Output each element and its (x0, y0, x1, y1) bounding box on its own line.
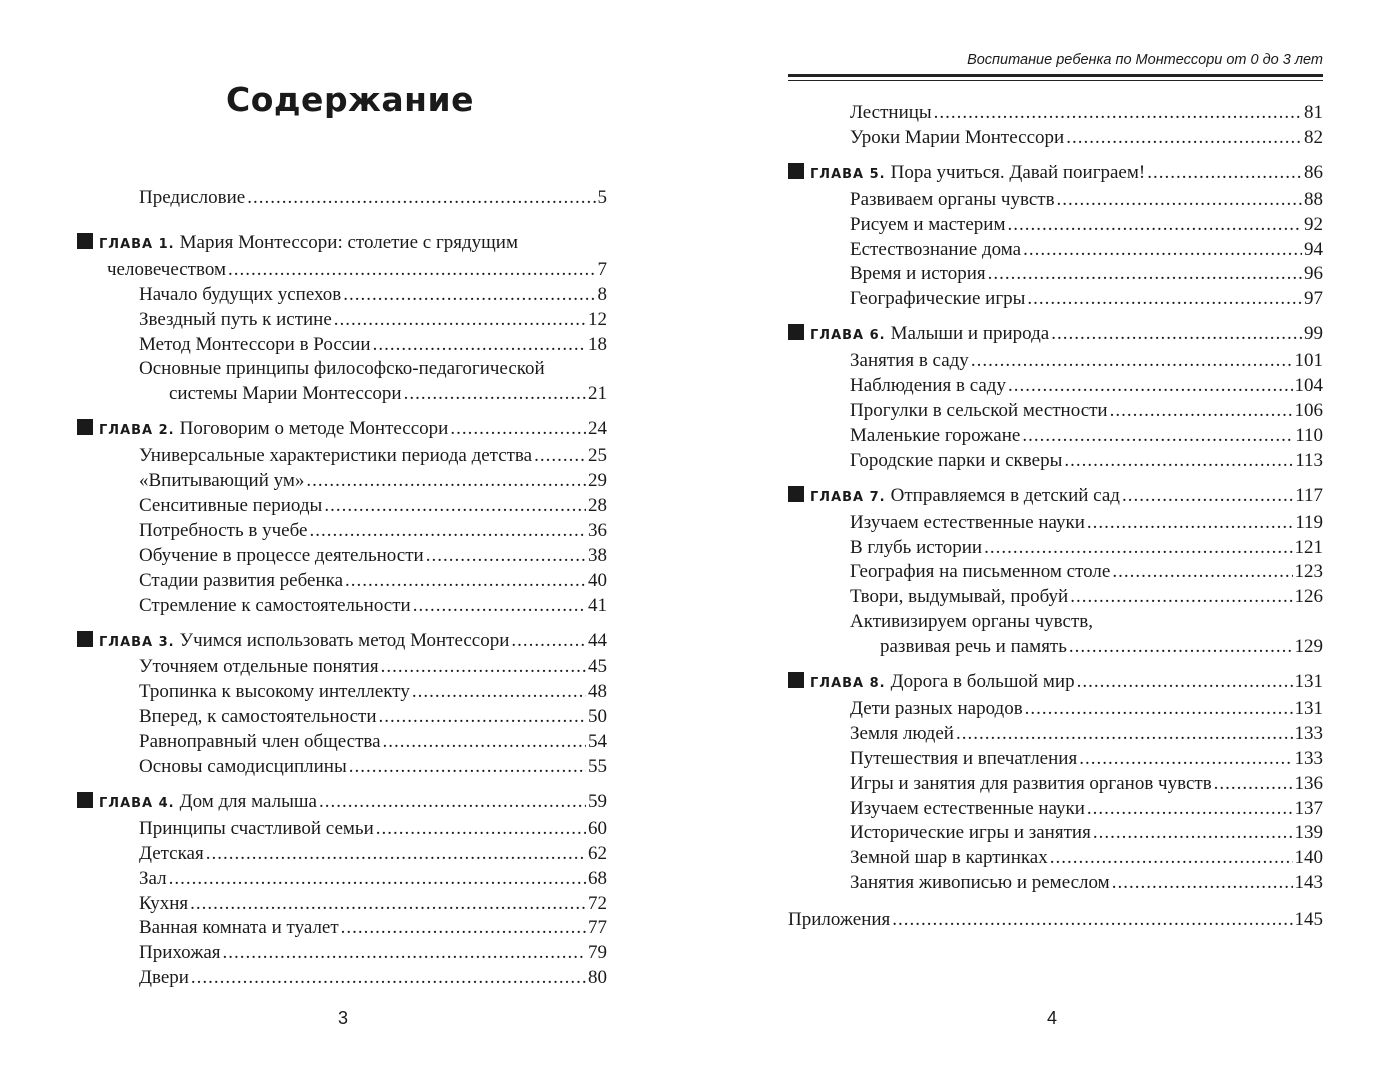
dot-leader (345, 569, 586, 594)
toc-section-entry[interactable] (77, 283, 607, 308)
toc-page-number: 119 (1295, 511, 1323, 533)
dot-leader (381, 655, 586, 680)
dot-leader (1087, 511, 1293, 536)
dot-leader (228, 258, 596, 283)
dot-leader (1112, 871, 1293, 896)
toc-page-number: 12 (588, 308, 607, 330)
section-gap (77, 221, 607, 231)
toc-entry-title: Время и история (850, 263, 986, 285)
chapter-label: ГЛАВА 3. (99, 634, 175, 650)
section-gap (77, 211, 607, 221)
toc-chapter[interactable] (77, 417, 607, 444)
toc-section-entry[interactable] (788, 610, 1323, 660)
toc-section-entry[interactable] (77, 594, 607, 619)
toc-chapter[interactable] (788, 670, 1323, 697)
toc-page-number: 101 (1294, 350, 1323, 372)
toc-entry-title: Стадии развития ребенка (139, 569, 344, 591)
toc-section-entry[interactable] (77, 655, 607, 680)
toc-entry-title: Основные принципы философско-педагогической (139, 358, 545, 380)
toc-section-entry[interactable] (788, 697, 1323, 722)
chapter-square-icon (77, 233, 93, 249)
toc-chapter-heading (77, 629, 607, 656)
dot-leader (324, 494, 586, 519)
toc-section-entry[interactable] (77, 867, 607, 892)
toc-chapter[interactable] (788, 322, 1323, 349)
dot-leader (379, 705, 587, 730)
toc-entry-title: Детская (139, 842, 204, 864)
dot-leader (223, 941, 587, 966)
toc-section-entry[interactable] (77, 842, 607, 867)
dot-leader (343, 283, 595, 308)
toc-entry-title: Дети разных народов (850, 697, 1023, 719)
dot-leader (1007, 213, 1302, 238)
toc-page-number: 106 (1294, 399, 1323, 421)
chapter-label: ГЛАВА 7. (810, 489, 886, 505)
toc-page-number: 7 (597, 258, 607, 280)
toc-chapter-heading (788, 161, 1323, 188)
toc-chapter-heading (788, 484, 1323, 511)
dot-leader (1079, 747, 1292, 772)
toc-page-number: 45 (588, 656, 607, 678)
dot-leader (934, 101, 1302, 126)
toc-section-entry[interactable] (788, 846, 1323, 871)
section-gap (788, 660, 1323, 670)
toc-section-continuation (788, 635, 1323, 660)
toc-entry-title: Отправляемся в детский сад (890, 484, 1120, 506)
toc-section-continuation (77, 382, 607, 407)
dot-leader (349, 755, 586, 780)
toc-section-entry[interactable] (77, 544, 607, 569)
dot-leader (1122, 484, 1293, 509)
toc-entry-title: Прихожая (139, 942, 221, 964)
toc-page-number: 117 (1295, 484, 1323, 506)
dot-leader (334, 308, 586, 333)
page-title: Содержание (226, 80, 474, 119)
dot-leader (1214, 772, 1293, 797)
toc-page-number: 29 (588, 470, 607, 492)
toc-page-number: 99 (1304, 323, 1323, 345)
toc-entry-title: Вперед, к самостоятельности (139, 706, 377, 728)
toc-section-entry[interactable] (788, 560, 1323, 585)
toc-entry-title: Звездный путь к истине (139, 308, 332, 330)
toc-section-entry[interactable] (77, 755, 607, 780)
toc-section-first-line (788, 610, 1323, 635)
toc-entry-title: Изучаем естественные науки (850, 511, 1085, 533)
toc-entry-title: Поговорим о методе Монтессори (179, 418, 449, 440)
toc-page-number: 92 (1304, 213, 1323, 235)
toc-section-entry[interactable] (77, 469, 607, 494)
toc-entry-title-continuation: развивая речь и память (880, 636, 1067, 658)
toc-page-number: 133 (1294, 722, 1323, 744)
toc-page-number: 44 (588, 629, 607, 651)
toc-entry-title: Метод Монтессори в России (139, 333, 371, 355)
toc-page-number: 96 (1304, 263, 1323, 285)
chapter-label: ГЛАВА 1. (99, 236, 175, 252)
toc-page-number: 97 (1304, 288, 1323, 310)
toc-page-number: 86 (1304, 161, 1323, 183)
section-gap (77, 407, 607, 417)
toc-section-entry[interactable] (77, 494, 607, 519)
dot-leader (206, 842, 586, 867)
right-page (700, 0, 1400, 1092)
toc-page-number: 68 (588, 867, 607, 889)
page-number: 3 (338, 1008, 349, 1028)
dot-leader (191, 966, 586, 991)
toc-section-entry[interactable] (77, 569, 607, 594)
toc-entry-title: Путешествия и впечатления (850, 747, 1078, 769)
toc-entry-title: Уточняем отдельные понятия (139, 656, 379, 678)
toc-entry-title: Земной шар в картинках (850, 847, 1048, 869)
toc-section-entry[interactable] (77, 444, 607, 469)
table-of-contents-right (788, 101, 1323, 933)
toc-section-entry[interactable] (77, 966, 607, 991)
toc-section-entry[interactable] (788, 722, 1323, 747)
chapter-square-icon (77, 419, 93, 435)
toc-entry-title: Мария Монтессори: столетие с грядущим (179, 231, 518, 253)
toc-entry-title: Развиваем органы чувств (850, 188, 1055, 210)
toc-entry-title: Зал (139, 867, 167, 889)
dot-leader (319, 790, 586, 815)
toc-entry-title: Географические игры (850, 288, 1026, 310)
toc-section-entry[interactable] (788, 126, 1323, 151)
toc-section-entry[interactable] (77, 730, 607, 755)
dot-leader (1087, 797, 1293, 822)
toc-page-number: 133 (1294, 747, 1323, 769)
toc-page-number: 110 (1295, 424, 1323, 446)
dot-leader (1057, 188, 1302, 213)
header-rule-thick (788, 74, 1323, 77)
toc-page-number: 88 (1304, 188, 1323, 210)
toc-page-number: 81 (1304, 102, 1323, 123)
toc-page-number: 137 (1294, 797, 1323, 819)
chapter-square-icon (788, 672, 804, 688)
dot-leader (1051, 322, 1302, 347)
toc-page-number: 113 (1295, 449, 1323, 471)
toc-entry-title: Сенситивные периоды (139, 494, 323, 516)
toc-page-number: 140 (1294, 847, 1323, 869)
toc-section-entry[interactable] (77, 941, 607, 966)
toc-page-number: 79 (588, 942, 607, 964)
dot-leader (309, 519, 586, 544)
toc-section-entry[interactable] (788, 511, 1323, 536)
toc-page-number: 5 (597, 187, 607, 208)
dot-leader (988, 262, 1302, 287)
toc-page-number: 41 (588, 594, 607, 616)
dot-leader (1008, 374, 1293, 399)
dot-leader (1077, 670, 1293, 695)
toc-page-number: 21 (588, 383, 607, 405)
toc-section-entry[interactable] (77, 333, 607, 358)
toc-entry-title: Наблюдения в саду (850, 375, 1006, 397)
toc-section-entry[interactable] (788, 747, 1323, 772)
toc-entry-title: Основы самодисциплины (139, 756, 347, 778)
toc-entry-title: Рисуем и мастерим (850, 213, 1006, 235)
dot-leader (1112, 560, 1292, 585)
dot-leader (1069, 635, 1293, 660)
dot-leader (956, 722, 1293, 747)
toc-page-number: 129 (1294, 636, 1323, 658)
dot-leader (169, 867, 586, 892)
dot-leader (383, 730, 586, 755)
toc-entry-title: Дом для малыша (179, 790, 317, 812)
dot-leader (971, 349, 1293, 374)
dot-leader (247, 186, 595, 211)
toc-section-entry[interactable] (77, 519, 607, 544)
toc-page-number: 54 (588, 731, 607, 753)
table-of-contents-left (77, 186, 607, 991)
toc-entry-title: Предисловие (139, 187, 246, 208)
dot-leader (373, 333, 586, 358)
toc-entry-title: Кухня (139, 892, 189, 914)
toc-section-entry[interactable] (77, 308, 607, 333)
dot-leader (190, 892, 586, 917)
toc-section-entry[interactable] (788, 349, 1323, 374)
toc-page-number: 80 (588, 967, 607, 989)
dot-leader (1022, 424, 1293, 449)
dot-leader (1023, 238, 1302, 263)
toc-entry-title: Начало будущих успехов (139, 283, 342, 305)
toc-page-number: 121 (1294, 536, 1323, 558)
toc-entry-title: Естествознание дома (850, 238, 1022, 260)
dot-leader (1066, 126, 1302, 151)
chapter-square-icon (788, 163, 804, 179)
dot-leader (1050, 846, 1293, 871)
toc-entry-title: География на письменном столе (850, 561, 1111, 583)
dot-leader (1064, 449, 1293, 474)
dot-leader (1093, 821, 1293, 846)
toc-page-number: 48 (588, 681, 607, 703)
section-gap (788, 151, 1323, 161)
toc-section-entry[interactable] (788, 424, 1323, 449)
toc-entry-title: «Впитывающий ум» (139, 470, 305, 492)
dot-leader (376, 817, 586, 842)
toc-page-number: 123 (1294, 561, 1323, 583)
dot-leader (426, 544, 586, 569)
toc-entry-title: Учимся использовать метод Монтессори (179, 629, 510, 651)
dot-leader (1027, 287, 1302, 312)
toc-entry-title: Ванная комната и туалет (139, 917, 339, 939)
toc-page-number: 139 (1294, 822, 1323, 844)
dot-leader (1025, 697, 1293, 722)
toc-entry-title-continuation: человечеством (107, 258, 226, 280)
toc-page-number: 55 (588, 756, 607, 778)
toc-section-entry[interactable] (788, 871, 1323, 896)
dot-leader (892, 908, 1292, 933)
chapter-square-icon (788, 324, 804, 340)
toc-section-entry[interactable] (788, 287, 1323, 312)
toc-chapter[interactable] (788, 161, 1323, 188)
toc-section-entry[interactable] (788, 449, 1323, 474)
toc-chapter-heading (77, 790, 607, 817)
toc-entry-title: Дорога в большой мир (890, 671, 1075, 693)
toc-section-entry[interactable] (77, 892, 607, 917)
toc-page-number: 145 (1294, 909, 1323, 931)
page-number: 4 (1047, 1008, 1058, 1028)
toc-entry-title: Универсальные характеристики периода детства (139, 445, 533, 467)
toc-entry-title: Уроки Марии Монтессори (850, 126, 1065, 148)
toc-page-number: 126 (1294, 586, 1323, 608)
chapter-label: ГЛАВА 8. (810, 676, 886, 692)
toc-section-entry[interactable] (788, 101, 1323, 126)
toc-page-number: 50 (588, 706, 607, 728)
section-gap (77, 780, 607, 790)
header-rule-thin (788, 80, 1323, 81)
toc-entry-title: Изучаем естественные науки (850, 797, 1085, 819)
chapter-label: ГЛАВА 5. (810, 166, 886, 182)
toc-section-entry[interactable] (77, 817, 607, 842)
toc-page-number: 62 (588, 842, 607, 864)
toc-page-number: 143 (1294, 872, 1323, 894)
toc-page-number: 36 (588, 519, 607, 541)
toc-chapter-heading (77, 417, 607, 444)
toc-backmatter-entry[interactable] (788, 908, 1323, 933)
toc-entry-title: Потребность в учебе (139, 519, 308, 541)
dot-leader (1070, 585, 1292, 610)
running-head: Воспитание ребенка по Монтессори от 0 до 3 лет (967, 52, 1323, 68)
toc-section-entry[interactable] (788, 213, 1323, 238)
toc-page-number: 104 (1294, 375, 1323, 397)
toc-chapter[interactable] (77, 231, 607, 283)
dot-leader (306, 469, 586, 494)
dot-leader (1110, 399, 1293, 424)
toc-entry-title: Лестницы (850, 102, 932, 123)
toc-section-entry[interactable] (788, 797, 1323, 822)
toc-page-number: 59 (588, 790, 607, 812)
toc-chapter-heading (77, 231, 607, 258)
toc-section-entry[interactable] (788, 536, 1323, 561)
section-gap (77, 619, 607, 629)
toc-page-number: 60 (588, 817, 607, 839)
toc-entry-title: Пора учиться. Давай поиграем! (890, 161, 1146, 183)
toc-entry-title: Земля людей (850, 722, 954, 744)
chapter-label: ГЛАВА 4. (99, 795, 175, 811)
dot-leader (534, 444, 586, 469)
toc-chapter-heading (788, 322, 1323, 349)
chapter-label: ГЛАВА 6. (810, 328, 886, 344)
dot-leader (341, 916, 586, 941)
toc-page-number: 28 (588, 494, 607, 516)
toc-section-entry[interactable] (788, 262, 1323, 287)
toc-chapter-continuation (77, 258, 607, 283)
toc-entry-title: Занятия живописью и ремеслом (850, 872, 1110, 894)
toc-section-entry[interactable] (77, 916, 607, 941)
toc-entry-title: Обучение в процессе деятельности (139, 544, 424, 566)
toc-entry-title: Занятия в саду (850, 350, 969, 372)
toc-entry-title: Городские парки и скверы (850, 449, 1063, 471)
toc-section-entry[interactable] (788, 238, 1323, 263)
toc-entry-title: Маленькие горожане (850, 424, 1021, 446)
toc-entry-title: Стремление к самостоятельности (139, 594, 411, 616)
dot-leader (450, 417, 586, 442)
toc-section-entry[interactable] (77, 357, 607, 407)
toc-entry-title: Приложения (788, 909, 891, 931)
section-gap (788, 312, 1323, 322)
chapter-square-icon (77, 631, 93, 647)
toc-section-entry[interactable] (788, 188, 1323, 213)
toc-page-number: 40 (588, 569, 607, 591)
toc-page-number: 25 (588, 445, 607, 467)
toc-page-number: 77 (588, 917, 607, 939)
toc-entry-title: Игры и занятия для развития органов чувств (850, 772, 1212, 794)
dot-leader (984, 536, 1292, 561)
toc-page-number: 38 (588, 544, 607, 566)
chapter-square-icon (788, 486, 804, 502)
toc-entry-title: Принципы счастливой семьи (139, 817, 374, 839)
toc-entry-title-continuation: системы Марии Монтессори (169, 383, 402, 405)
toc-page-number: 24 (588, 418, 607, 440)
dot-leader (1147, 161, 1302, 186)
toc-chapter[interactable] (77, 629, 607, 656)
toc-section-entry[interactable] (77, 705, 607, 730)
toc-page-number: 82 (1304, 126, 1323, 148)
dot-leader (404, 382, 586, 407)
toc-entry-title: Твори, выдумывай, пробуй (850, 586, 1069, 608)
toc-chapter-heading (788, 670, 1323, 697)
toc-page-number: 94 (1304, 238, 1323, 260)
chapter-square-icon (77, 792, 93, 808)
toc-section-entry[interactable] (788, 399, 1323, 424)
toc-entry-title: Малыши и природа (890, 323, 1050, 345)
dot-leader (511, 629, 586, 654)
toc-entry-title: Прогулки в сельской местности (850, 399, 1108, 421)
toc-entry-title: Равноправный член общества (139, 731, 381, 753)
section-gap (788, 474, 1323, 484)
toc-entry-title: Исторические игры и занятия (850, 822, 1091, 844)
toc-section-entry[interactable] (788, 374, 1323, 399)
toc-entry-title: Тропинка к высокому интеллекту (139, 681, 410, 703)
toc-page-number: 72 (588, 892, 607, 914)
chapter-label: ГЛАВА 2. (99, 423, 175, 439)
toc-section-entry[interactable] (788, 585, 1323, 610)
toc-section-entry[interactable] (77, 186, 607, 211)
toc-chapter[interactable] (788, 484, 1323, 511)
toc-page-number: 18 (588, 333, 607, 355)
toc-entry-title: В глубь истории (850, 536, 983, 558)
toc-section-entry[interactable] (77, 680, 607, 705)
toc-section-entry[interactable] (788, 772, 1323, 797)
toc-chapter[interactable] (77, 790, 607, 817)
toc-page-number: 136 (1294, 772, 1323, 794)
toc-page-number: 131 (1294, 671, 1323, 693)
toc-section-first-line (77, 357, 607, 382)
section-gap (788, 896, 1323, 908)
toc-entry-title: Активизируем органы чувств, (850, 611, 1093, 633)
toc-page-number: 8 (597, 283, 607, 305)
toc-section-entry[interactable] (788, 821, 1323, 846)
toc-page-number: 131 (1294, 697, 1323, 719)
dot-leader (412, 680, 586, 705)
dot-leader (413, 594, 586, 619)
toc-entry-title: Двери (139, 967, 189, 989)
